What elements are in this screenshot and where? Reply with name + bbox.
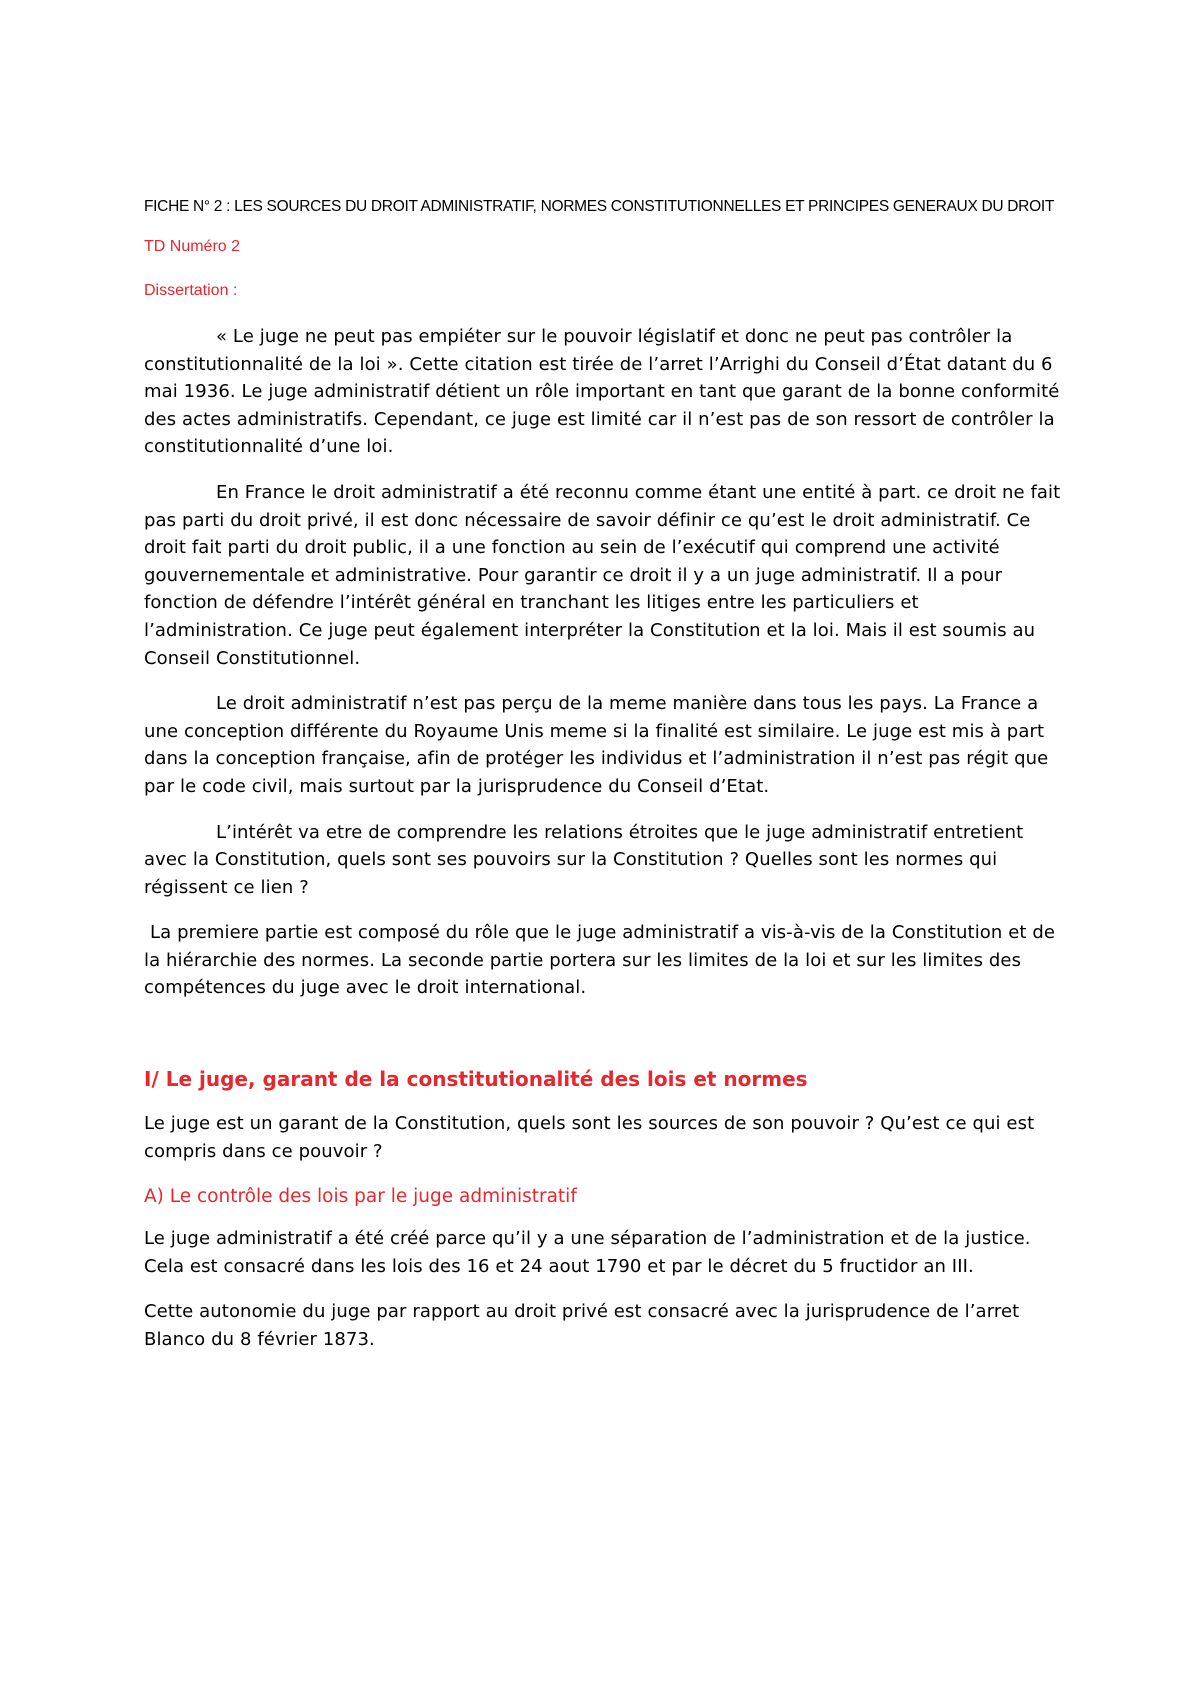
intro-paragraph-comparison: Le droit administratif n’est pas perçu de la meme manière dans tous les pays. La France a une conception différente du Royaume Unis meme si la finalité est similaire. Le juge est mis à part dans la conception française, afin de protéger les individus et l’administration il n’est pas régit que par le code civil, mais surtout par la jurisprudence du Conseil d’Etat. (144, 693, 1049, 797)
subsection-a-paragraph-separation: Le juge administratif a été créé parce qu’il y a une séparation de l’administration et de la justice. Cela est consacré dans les lois des 16 et 24 aout 1790 et par le décret du 5 fructidor an III. (144, 1228, 1031, 1277)
subsection-a-heading: A) Le contrôle des lois par le juge administratif (144, 1186, 577, 1208)
subsection-a-paragraph-blanco: Cette autonomie du juge par rapport au droit privé est consacré avec la jurisprudence de l’arret Blanco du 8 février 1873. (144, 1301, 1020, 1351)
td-number-label: TD Numéro 2 (144, 238, 241, 255)
dissertation-label: Dissertation : (144, 282, 238, 299)
document-title: FICHE N° 2 : LES SOURCES DU DROIT ADMINISTRATIF, NORMES CONSTITUTIONNELLES ET PRINCIPES GENERAUX DU DROIT (144, 198, 1054, 215)
intro-paragraph-plan: La premiere partie est composé du rôle que le juge administratif a vis-à-vis de la Constitution et de la hiérarchie des normes. La seconde partie portera sur les limites de la loi et sur les limites des compétences du juge avec le droit international. (144, 922, 1056, 999)
section-1-heading: I/ Le juge, garant de la constitutionalité des lois et normes (144, 1067, 808, 1092)
section-1-intro: Le juge est un garant de la Constitution, quels sont les sources de son pouvoir ? Qu’est ce qui est compris dans ce pouvoir ? (144, 1113, 1035, 1162)
document-content (144, 192, 1064, 1372)
intro-paragraph-interest: L’intérêt va etre de comprendre les relations étroites que le juge administratif entretient avec la Constitution, quels sont ses pouvoirs sur la Constitution ? Quelles sont les normes qui régissent ce lien ? (144, 821, 1024, 898)
intro-paragraph-quote: « Le juge ne peut pas empiéter sur le pouvoir législatif et donc ne peut pas contrôler la constitutionnalité de la loi ». Cette citation est tirée de l’arret l’Arrighi du Conseil d’État datant du 6 mai 1936. Le juge administratif détient un rôle important en tant que garant de la bonne conformité des actes administratifs. Cependant, ce juge est limité car il n’est pas de son ressort de contrôler la constitutionnalité d’une loi. (144, 326, 1060, 458)
intro-paragraph-france: En France le droit administratif a été reconnu comme étant une entité à part. ce droit ne fait pas parti du droit privé, il est donc nécessaire de savoir définir ce qu’est le droit administratif. Ce droit fait parti du droit public, il a une fonction au sein de l’exécutif qui comprend une activité gouvernementale et administrative. Pour garantir ce droit il y a un juge administratif. Il a pour fonction de défendre l’intérêt général en tranchant les litiges entre les particuliers et l’administration. Ce juge peut également interpréter la Constitution et la loi. Mais il est soumis au Conseil Constitutionnel. (144, 481, 1061, 669)
